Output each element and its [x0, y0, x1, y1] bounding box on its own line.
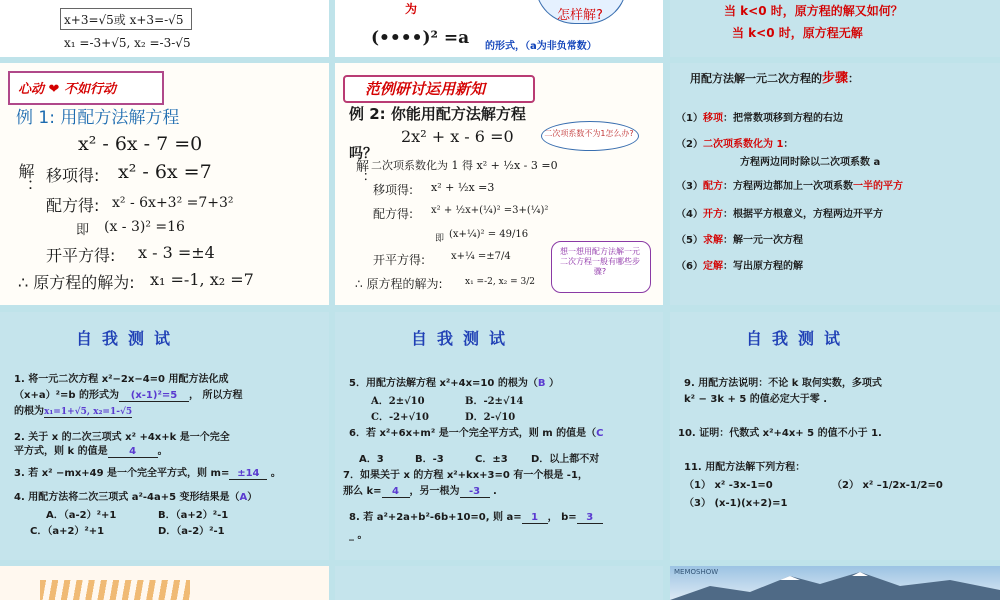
step-2-detail: [740, 153, 880, 168]
q4-text: 4. 用配方法将二次三项式 a²-4a+5 变形结果是（: [14, 492, 240, 503]
test-2-header: 自我测试: [411, 329, 516, 348]
step-num: （5）: [676, 235, 703, 246]
result-label: ∴ 原方程的解为:: [18, 273, 135, 292]
steps-title-key: 步骤: [822, 71, 849, 86]
step-4-row: [676, 205, 883, 220]
k-negative-question: 当 k<0 时，原方程的解又如何？: [724, 4, 903, 18]
slide-top-center: [335, 0, 663, 57]
step-text: ：把常数项移到方程的右边: [722, 113, 843, 124]
q11-item-3: （3） (x-1)(x+2)=1: [684, 498, 788, 509]
q5-line: 5．用配方法解方程 x²+4x=10 的根为（B ）: [349, 378, 559, 389]
q8-text: 8. 若 a²+2a+b²-6b+10=0, 则 a=: [349, 512, 522, 523]
q11-item-1: （1） x² -3x-1=0: [684, 480, 773, 491]
step-4-expr: x - 3 =±4: [138, 243, 215, 262]
slide-test-1: [0, 312, 329, 560]
q3-text: 3. 若 x² −mx+49 是一个完全平方式，则 m=: [14, 468, 230, 479]
q8-b-answer: 3: [577, 512, 603, 524]
step-tail: 一半的平方: [852, 181, 903, 192]
q6-answer: C: [596, 428, 604, 439]
q7-k-answer: 4: [382, 486, 410, 498]
wei-label: 为: [405, 2, 418, 16]
step-3-label: 即: [76, 223, 90, 238]
q4-option-a: A．（a-2）²+1: [46, 510, 117, 521]
step-text: ：解一元一次方程: [722, 235, 803, 246]
q7-other-label: ，另一根为: [409, 486, 460, 497]
step-3-expr: (x - 3)² =16: [104, 219, 185, 235]
slide-example-1: [0, 63, 329, 305]
solve-label: 解：: [16, 163, 35, 195]
q6-line: [349, 424, 603, 439]
roots-line: x₁ =-3+√5, x₂ =-3-√5: [64, 36, 191, 50]
q4-answer: A: [239, 492, 248, 503]
q8-b-label: ， b=: [547, 512, 577, 523]
q1-line-a: 1. 将一元二次方程 x²−2x−4=0 用配方法化成: [14, 374, 229, 385]
example-2-question: 吗？: [349, 146, 377, 162]
step-3-label-2: 即: [435, 234, 445, 244]
q11-item-2: （2） x² –1/2x-1/2=0: [832, 480, 943, 491]
q4-option-d: D．（a-2）²-1: [158, 526, 225, 537]
step-text: ：: [783, 139, 794, 150]
q2-text: 平方式，则 k 的值是: [14, 446, 108, 457]
q5-option-b: B．-2±√14: [465, 396, 524, 407]
slide-example-2: [335, 63, 663, 305]
square-form-formula: (••••)² =a: [371, 28, 470, 48]
step-key: 求解: [702, 235, 723, 246]
step-1-expr: x² - 6x =7: [118, 161, 212, 183]
q8-line: [349, 508, 603, 524]
step-1-label: 移项得:: [46, 166, 100, 185]
q5-option-d: D．2-√10: [465, 412, 516, 423]
test-3-header: 自我测试: [746, 329, 851, 348]
q2-answer: 4: [108, 446, 158, 458]
slide-bottom-left: [0, 566, 329, 600]
solve-label-2: 解：: [353, 159, 368, 185]
action-badge-text: 心动 ❤ 不如行动: [18, 82, 116, 97]
q7-k-label: 那么 k=: [343, 486, 382, 497]
watermark: MEMOSHOW: [674, 568, 719, 576]
step-key: 开方: [702, 209, 723, 220]
slide-test-2: [335, 312, 663, 560]
normalize-line: 二次项系数化为 1 得 x² + ½x - 3 =0: [371, 159, 558, 172]
q6-option-c: C．±3: [475, 454, 508, 465]
step-key: 二次项系数化为 1: [702, 139, 784, 150]
step-1-label-2: 移项得:: [373, 183, 414, 197]
q9-line-a: 9. 用配方法说明：不论 k 取何实数，多项式: [684, 378, 882, 389]
q6-option-b: B．-3: [415, 454, 444, 465]
slide-bottom-right: [670, 566, 1000, 600]
q5-answer: B: [537, 378, 546, 389]
steps-title: [690, 67, 859, 86]
decorative-strokes: [40, 580, 190, 600]
step-2-row: [676, 135, 793, 150]
result-expr: x₁ =-1, x₂ =7: [150, 270, 254, 289]
q5-text: 5．用配方法解方程 x²+4x=10 的根为（: [349, 378, 538, 389]
q8-tail: _ 。: [349, 530, 368, 541]
steps-bubble-text: 想一想用配方法解一元二次方程一般有哪些步骤?: [560, 247, 640, 276]
test-1-header: 自我测试: [76, 329, 181, 348]
step-key: 移项: [702, 113, 723, 124]
slide-top-right: [670, 0, 1000, 57]
how-bubble-text: 怎样解?: [557, 8, 603, 23]
step-num: （6）: [676, 261, 703, 272]
slide-bottom-center: [335, 566, 663, 600]
example-2-title: 例 2: 你能用配方法解方程: [349, 105, 526, 123]
q1-answer: (x-1)²=5: [119, 390, 189, 402]
q4-option-b: B．（a+2）²-1: [158, 510, 229, 521]
slide-steps: [670, 63, 1000, 305]
q10-line: 10. 证明：代数式 x²+4x+ 5 的值不小于 1.: [678, 428, 882, 439]
steps-title-prefix: 用配方法解一元二次方程的: [690, 72, 822, 85]
step-key: 定解: [702, 261, 723, 272]
steps-title-suffix: ：: [848, 72, 860, 85]
example-1-equation: x² - 6x - 7 =0: [78, 133, 203, 155]
step-2-expr: x² - 6x+3² =7+3²: [112, 195, 234, 211]
step-num: （1）: [676, 113, 703, 124]
q3-answer: ±14: [229, 468, 267, 480]
q1-roots: x₁=1+√5, x₂=1-√5: [44, 407, 133, 417]
k-negative-answer: 当 k<0 时，原方程无解: [732, 26, 863, 40]
result-expr-2: x₁ =-2, x₂ = 3/2: [465, 277, 536, 287]
q6-text: 6．若 x²+6x+m² 是一个完全平方式，则 m 的值是（: [349, 428, 597, 439]
step-num: （2）: [676, 139, 703, 150]
step-2-expr-2: x² + ½x+(¼)² =3+(¼)²: [431, 205, 549, 216]
step-key: 配方: [702, 181, 723, 192]
q8-a-answer: 1: [522, 512, 548, 524]
step-1-expr-2: x² + ½x =3: [431, 181, 495, 194]
step-4-label: 开平方得:: [46, 246, 116, 265]
q2-line-a: 2. 关于 x 的二次三项式 x² +4x+k 是一个完全: [14, 432, 230, 443]
banner-text: 范例研讨运用新知: [365, 80, 486, 98]
q3-line: 3. 若 x² −mx+49 是一个完全平方式，则 m= ±14 。: [14, 468, 281, 479]
q7-root-answer: -3: [460, 486, 490, 498]
step-3-row: [676, 177, 903, 192]
step-num: （4）: [676, 209, 703, 220]
q1-line-d: [14, 402, 132, 418]
q4-line: 4. 用配方法将二次三项式 a²-4a+5 变形结果是（A）: [14, 492, 258, 503]
slide-top-left: [0, 0, 329, 57]
step-1-row: [676, 109, 843, 124]
result-label-2: ∴ 原方程的解为:: [355, 277, 443, 291]
step-5-row: [676, 231, 803, 246]
mountain-image: [670, 566, 1000, 600]
slide-test-3: [670, 312, 1000, 560]
step-num: （3）: [676, 181, 703, 192]
q4-option-c: C．（a+2）²+1: [30, 526, 105, 537]
step-3-expr-2: (x+¼)² = 49/16: [449, 229, 529, 240]
example-2-equation: 2x² + x - 6 =0: [401, 127, 514, 146]
step-2-label: 配方得:: [46, 196, 100, 215]
q5-option-c: C．-2+√10: [371, 412, 429, 423]
q1-root-label: 的根为: [14, 406, 44, 417]
q6-option-d: D．以上都不对: [531, 454, 600, 465]
step-4-label-2: 开平方得:: [373, 253, 426, 267]
q1-line-b: [14, 386, 242, 402]
square-root-line: x+3=√5或 x+3=-√5: [64, 13, 184, 27]
step-2-label-2: 配方得:: [373, 207, 414, 221]
q6-option-a: A．3: [359, 454, 384, 465]
q1-form-text: （x+a）²=b 的形式为: [14, 390, 119, 401]
step-4-expr-2: x+¼ =±7/4: [451, 251, 511, 262]
coefficient-bubble-text: 二次项系数不为1怎么办?: [544, 129, 634, 138]
q7-line-a: 7．如果关于 x 的方程 x²+kx+3=0 有一个根是 -1，: [343, 470, 588, 481]
step-6-row: [676, 257, 803, 272]
example-1-title: 例 1: 用配方法解方程: [16, 108, 180, 128]
q2-line-b: 平方式，则 k 的值是 4 。: [14, 446, 168, 457]
q1-so-text: ， 所以方程: [188, 390, 243, 401]
form-note: 的形式，（a为非负常数）: [485, 41, 597, 52]
q7-line-b: 那么 k= 4 ，另一根为 -3 .: [343, 486, 497, 497]
q9-line-b: k² − 3k + 5 的值必定大于零 .: [684, 394, 828, 405]
step-text: 方程两边同时除以二次项系数 a: [740, 157, 881, 168]
q11-line: 11. 用配方法解下列方程：: [684, 462, 806, 473]
step-text: ：写出原方程的解: [722, 261, 803, 272]
step-text: ：根据平方根意义，方程两边开平方: [722, 209, 883, 220]
step-text: ：方程两边都加上一次项系数: [722, 181, 853, 192]
q5-option-a: A．2±√10: [371, 396, 425, 407]
